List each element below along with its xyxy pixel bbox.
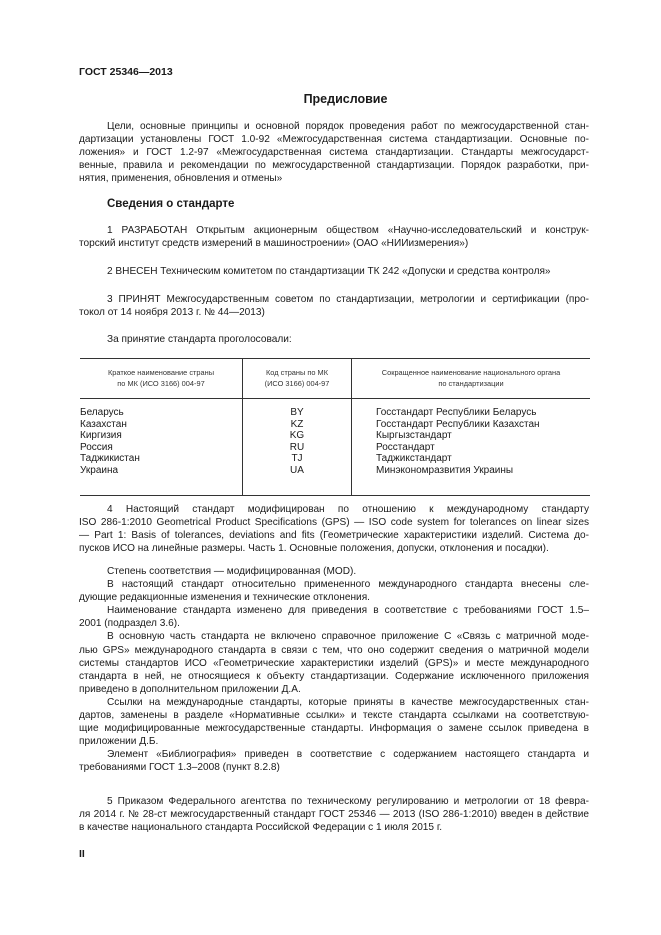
- country-cell: [80, 442, 243, 454]
- text-line: ложения» и ГОСТ 1.2-97 «Межгосударственная система стандартизации. Стандарты межгосударст-: [79, 147, 589, 159]
- header-line: Сокращенное наименование национального органа: [381, 368, 561, 377]
- text-line: в качестве национального стандарта Российской Федерации с 1 июля 2015 г.: [79, 822, 443, 834]
- code-cell: KG: [243, 430, 352, 442]
- body-cell: Росстандарт: [376, 441, 435, 453]
- header-line: по МК (ИСО 3166) 004-97: [117, 379, 205, 388]
- country-name: Украина: [80, 464, 119, 476]
- header-line: Код страны по МК: [266, 368, 328, 377]
- country-name: Россия: [80, 441, 113, 453]
- text-line: 2001 (подраздел 3.6).: [79, 618, 180, 630]
- text-line: Наименование стандарта изменено для приведения в соответствие с требованиями ГОСТ 1.5–: [107, 605, 589, 617]
- table-row: [80, 465, 590, 495]
- text-line: щие модифицированные межгосударственные стандарты. Информация о замене ссылок приведена в: [79, 723, 589, 735]
- item-2-introduced: [79, 265, 589, 278]
- code-cell: UA: [243, 465, 352, 495]
- item-4-modified: [79, 503, 589, 555]
- text-line: 5 Приказом Федерального агентства по техническому регулированию и метрологии от 18 февра-: [107, 796, 589, 807]
- country-name: Таджикистан: [80, 453, 140, 465]
- header-body: [352, 359, 591, 399]
- text-line: токол от 14 ноября 2013 г. № 44—2013): [79, 307, 265, 319]
- table-row: [80, 442, 590, 454]
- body-cell: Кыргызстандарт: [376, 430, 452, 442]
- text-line: стандарта в ней, не относящиеся к объекту стандартизации. Содержание исключенного приложения: [79, 670, 589, 682]
- section-title-standard-info: Сведения о стандарте: [107, 198, 235, 210]
- country-cell: [80, 419, 243, 431]
- text-line: торский институт средств измерений в машиностроении» (ОАО «НИИизмерения»): [79, 238, 469, 250]
- country-cell: [80, 430, 243, 442]
- table-row: [80, 430, 590, 442]
- text-line: 2 ВНЕСЕН Техническим комитетом по стандартизации ТК 242 «Допуски и средства контроля»: [107, 266, 551, 277]
- country-cell: [80, 465, 243, 495]
- code-cell: KZ: [243, 419, 352, 431]
- country-cell: [80, 453, 243, 465]
- running-header: ГОСТ 25346—2013: [79, 66, 173, 78]
- header-country: [80, 359, 243, 399]
- header-line: (ИСО 3166) 004-97: [264, 379, 330, 388]
- approval-intro: За принятие стандарта проголосовали:: [107, 334, 292, 345]
- item-5-enactment: [79, 795, 589, 834]
- text-line: приложении Д.Б.: [79, 736, 159, 748]
- text-line: ISO 286-1:2010 Geometrical Product Specifications (GPS) — ISO code system for tolerances on linear sizes: [79, 517, 589, 529]
- page-number: II: [79, 848, 85, 860]
- text-line: дартов, заменены в разделе «Нормативные ссылки» и тексте стандарта ссылками на соответствую-: [79, 710, 589, 722]
- code-cell: BY: [243, 399, 352, 419]
- text-line: приведено в дополнительном приложении Д.А.: [79, 683, 301, 695]
- country-name: Киргизия: [80, 430, 122, 442]
- text-line: дующие редакционные изменения и технические отклонения.: [79, 592, 370, 604]
- code-cell: TJ: [243, 453, 352, 465]
- body-cell: Госстандарт Республики Беларусь: [376, 407, 537, 418]
- text-line: 3 ПРИНЯТ Межгосударственным советом по стандартизации, метрологии и сертификации (про-: [107, 294, 589, 305]
- header-line: Краткое наименование страны: [107, 368, 215, 377]
- text-line: 1 РАЗРАБОТАН Открытым акционерным обществом «Научно-исследовательский и конструк-: [107, 225, 589, 236]
- text-line: пусков ИСО на линейные размеры. Часть 1. Основные положения, допуски, отклонения и посадки).: [79, 543, 549, 555]
- item-3-adopted: [79, 293, 589, 319]
- body-cell: Таджикстандарт: [376, 453, 452, 465]
- text-line: ля 2014 г. № 28-ст межгосударственный стандарт ГОСТ 25346 — 2013 (ISO 286-1:2010) введен в действие: [79, 809, 589, 821]
- text-line: системы стандартов ИСО «Геометрические характеристики изделий (GPS)» и месте международного: [79, 657, 589, 669]
- table-row: [80, 419, 590, 431]
- body-cell: Минэкономразвития Украины: [352, 465, 591, 495]
- voting-states-table: [80, 358, 590, 496]
- conformity-paragraphs: [79, 565, 589, 775]
- text-line: 4 Настоящий стандарт модифицирован по отношению к международному стандарту: [107, 504, 589, 515]
- country-name: Беларусь: [80, 407, 124, 418]
- table-header-row: [80, 359, 590, 399]
- text-line: Цели, основные принципы и основной порядок проведения работ по межгосударственной стан-: [107, 121, 589, 132]
- text-line: Ссылки на международные стандарты, которые приняты в качестве межгосударственных стан-: [107, 696, 589, 708]
- text-line: — Part 1: Basis of tolerances, deviations and fits (Геометрические характеристики изделий. Система до-: [79, 530, 589, 542]
- preface-paragraph: [79, 120, 589, 185]
- table-row: [80, 399, 590, 419]
- section-title-preface: Предисловие: [303, 92, 388, 106]
- text-line: В настоящий стандарт относительно примененного международного стандарта внесены сле-: [107, 579, 589, 591]
- text-line: нятия, применения, обновления и отмены»: [79, 173, 283, 185]
- text-line: дартизации установлены ГОСТ 1.0-92 «Межгосударственная система стандартизации. Основные по-: [79, 134, 589, 146]
- body-cell: Госстандарт Республики Казахстан: [376, 418, 540, 430]
- text-line: Степень соответствия — модифицированная (MOD).: [107, 566, 357, 577]
- table-row: [80, 453, 590, 465]
- text-line: венные, правила и рекомендации по межгосударственной стандартизации. Порядок разработки, при-: [79, 160, 589, 172]
- text-line: лью GPS» международного стандарта в связи с тем, что оно содержит сведения о матричной модели: [79, 644, 589, 656]
- text-line: Элемент «Библиография» приведен в соответствие с содержанием настоящего стандарта и: [107, 749, 589, 761]
- text-line: требованиями ГОСТ 1.3–2008 (пункт 8.2.8): [79, 762, 280, 774]
- code-cell: RU: [243, 442, 352, 454]
- header-code: [243, 359, 352, 399]
- country-name: Казахстан: [80, 418, 127, 430]
- header-line: по стандартизации: [438, 379, 504, 388]
- text-line: В основную часть стандарта не включено справочное приложение С «Связь с матричной моде-: [107, 631, 589, 643]
- country-cell: [80, 399, 243, 419]
- item-1-developed: [79, 224, 589, 250]
